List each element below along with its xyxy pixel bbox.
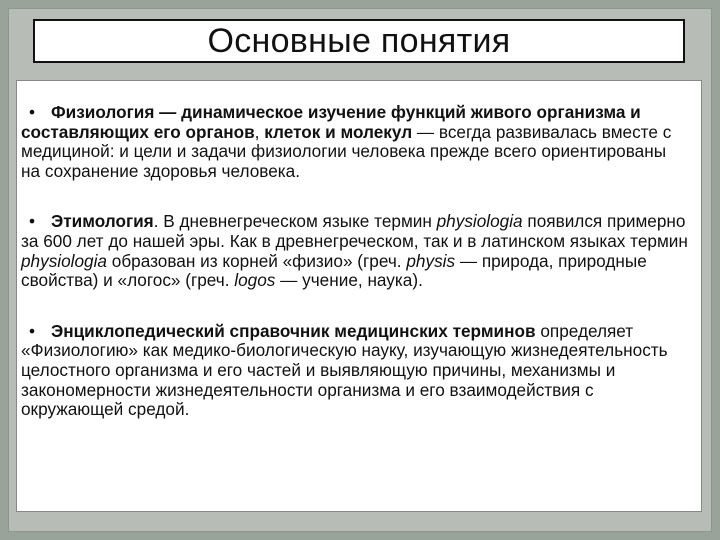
- italic-term: physiologia: [436, 211, 523, 232]
- italic-term: physis: [406, 250, 456, 271]
- bullet: •: [29, 102, 36, 122]
- text: появился примерно за 600 лет до нашей эры. Как в древнегреческом, так и в латинском языках термин: [21, 211, 688, 251]
- term-encyclopedia: Энциклопедический справочник медицинских терминов: [51, 320, 536, 341]
- paragraph-etymology: [21, 212, 689, 290]
- text: — природа, природные свойства) и «логос» (греч.: [21, 250, 647, 291]
- page-title: Основные понятия: [207, 21, 511, 60]
- italic-term: logos: [234, 270, 276, 291]
- term-cells-molecules: клеток и молекул: [264, 121, 413, 142]
- bullet: •: [29, 320, 36, 341]
- text: — всегда развивалась вместе с медициной: и цели и задачи физиологии человека прежде всего ориентированы на сохранение здоровья человека.: [21, 121, 672, 181]
- paragraph-encyclopedia: [21, 322, 689, 420]
- term-physiology: Физиология — динамическое изучение функций живого организма и составляющих его органов: [21, 102, 641, 142]
- text: образован из корней «физио» (греч.: [107, 250, 407, 271]
- paragraph-physiology: [21, 103, 689, 181]
- text: ,: [254, 121, 265, 142]
- title-box: [33, 19, 685, 63]
- text: — учение, наука).: [275, 270, 423, 291]
- italic-term: physiologia: [21, 250, 107, 271]
- text: определяет «Физиологию» как медико-биологическую науку, изучающую жизнедеятельность целостного организма и его частей и выявляющую причины, механизмы и закономерности жизнедеятельности организма и его взаимодействия с окружающей средой.: [21, 320, 668, 420]
- content-panel: [16, 80, 702, 512]
- term-etymology: Этимология: [51, 211, 154, 232]
- bullet: •: [29, 211, 36, 232]
- text: . В дневнегреческом языке термин: [153, 211, 437, 232]
